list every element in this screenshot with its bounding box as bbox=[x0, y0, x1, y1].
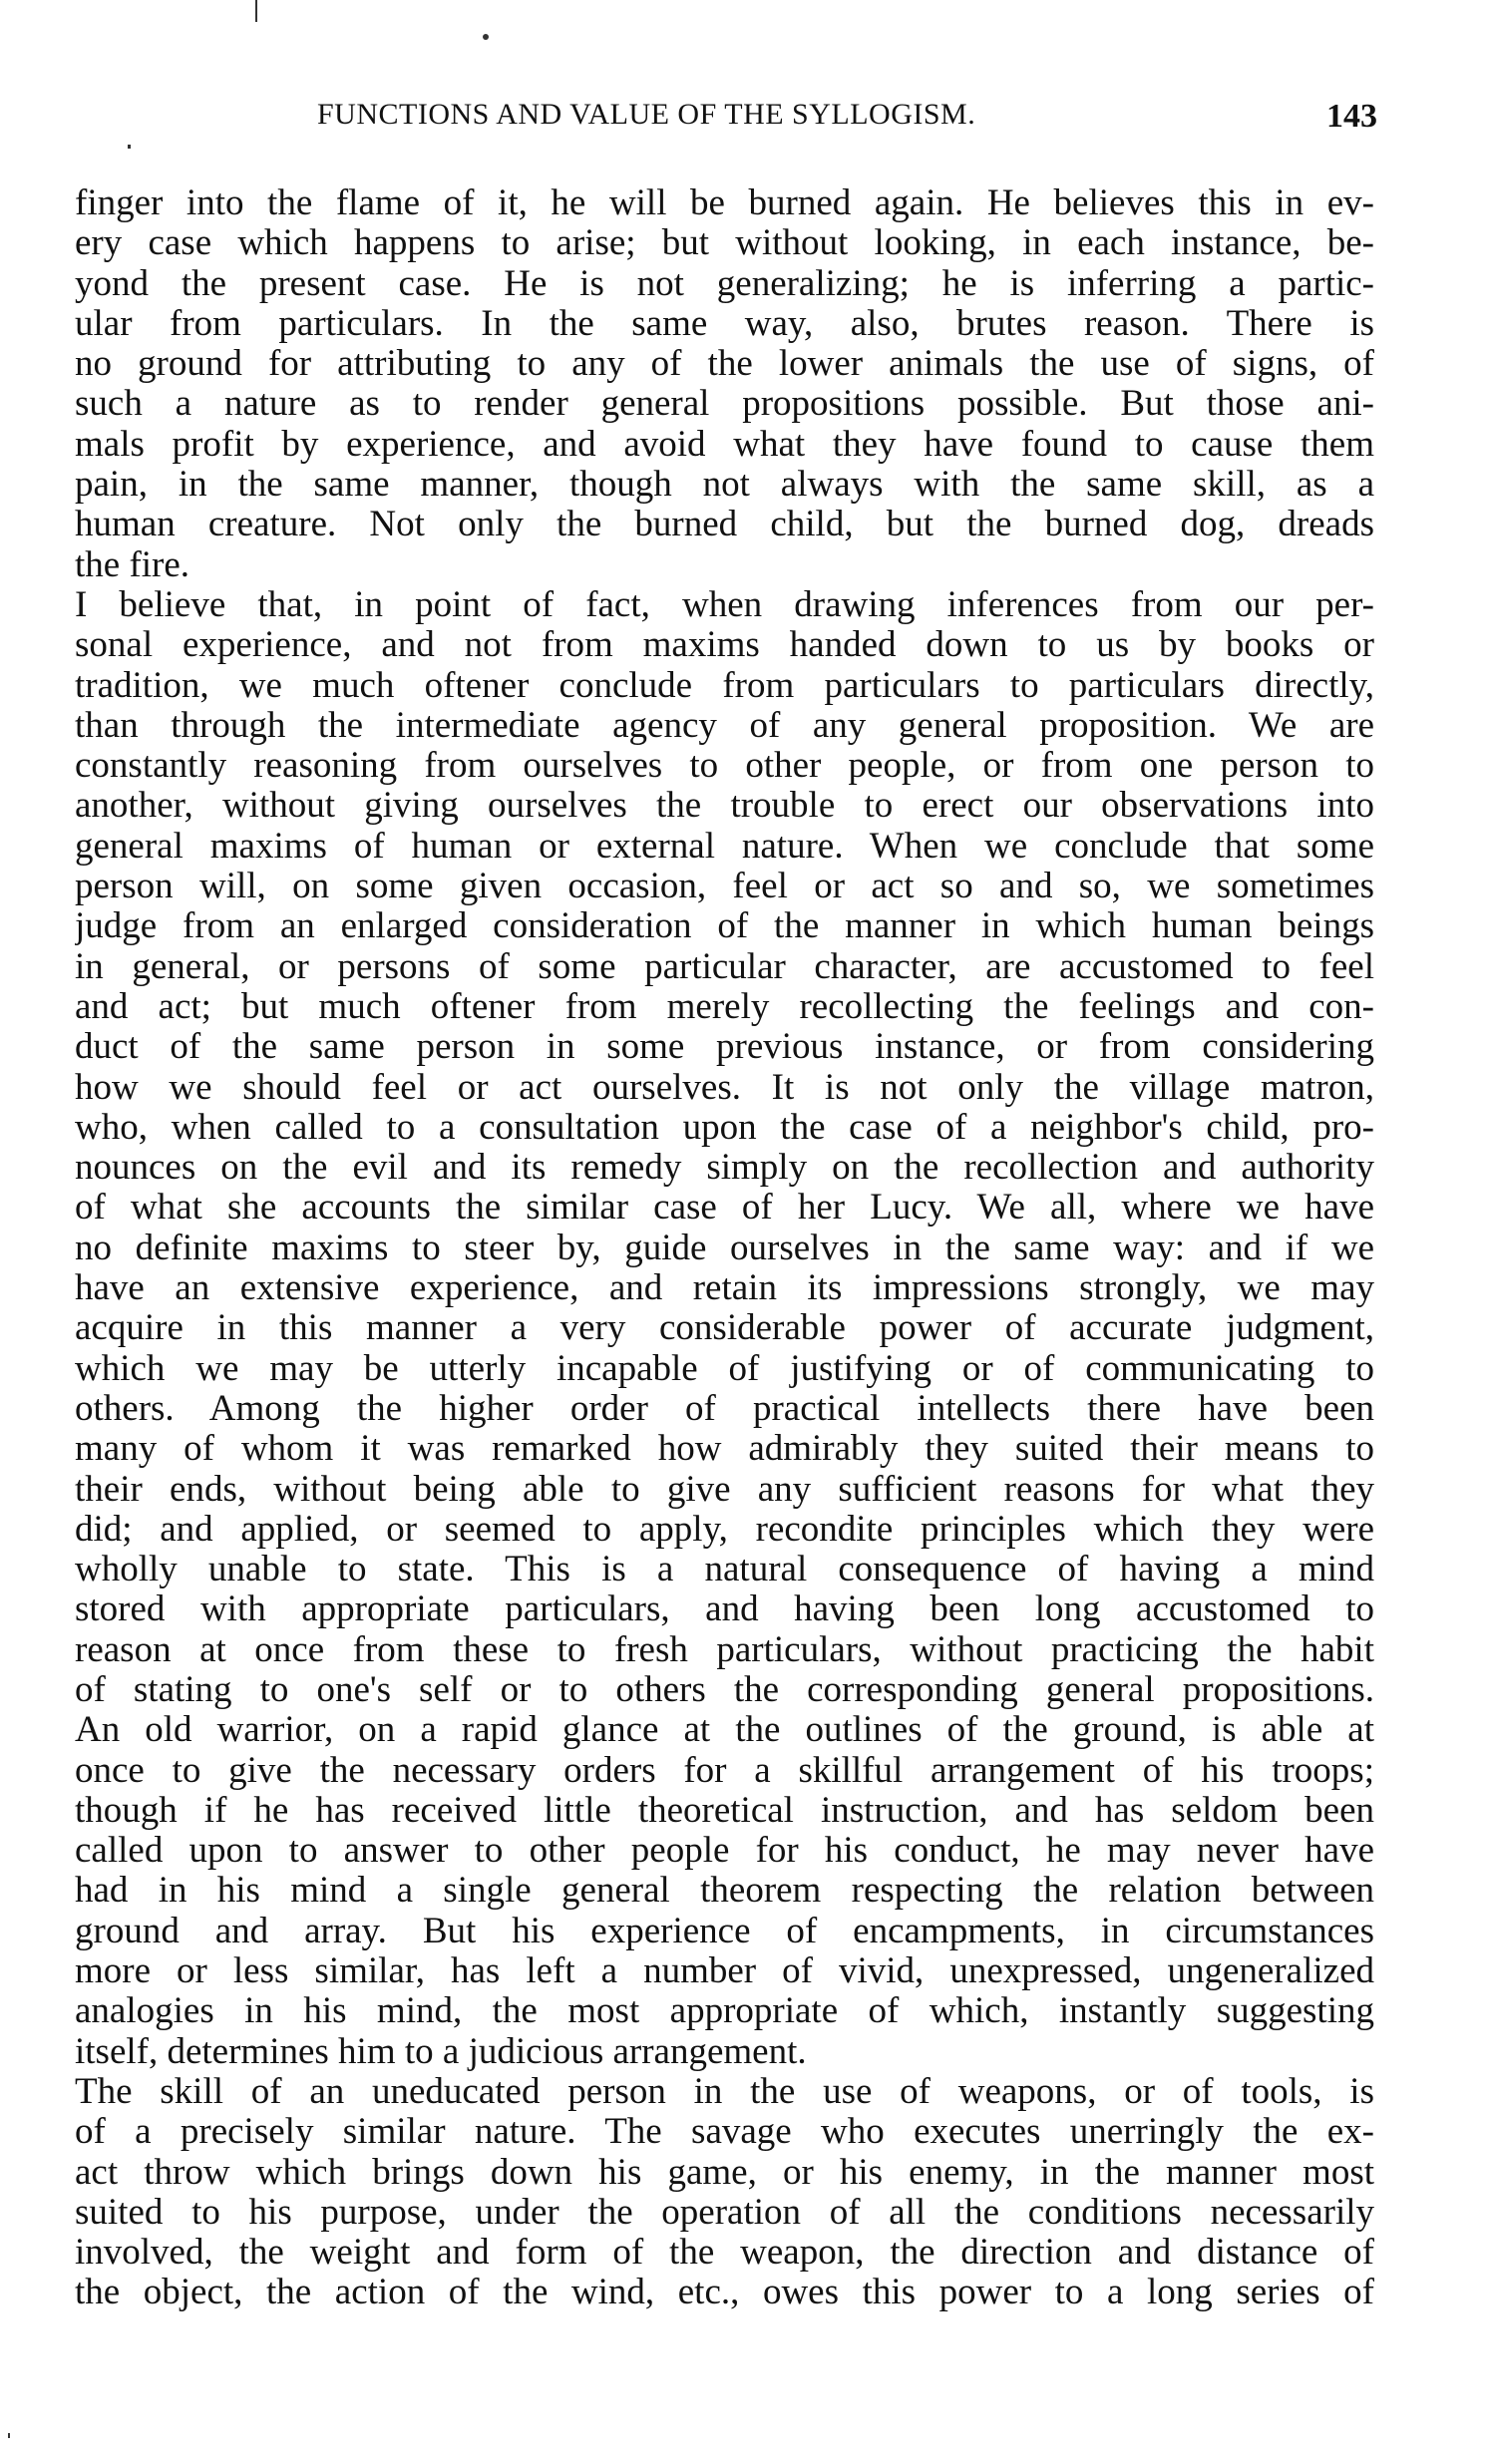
text-line: another, without giving ourselves the trouble to erect our observations into bbox=[75, 786, 1374, 827]
text-line: analogies in his mind, the most appropriate of which, instantly suggesting bbox=[75, 1991, 1374, 2032]
text-line: which we may be utterly incapable of justifying or of communicating to bbox=[75, 1348, 1374, 1389]
text-line: person will, on some given occasion, feel or act so and so, we sometimes bbox=[75, 867, 1374, 907]
text-line: many of whom it was remarked how admirably they suited their means to bbox=[75, 1429, 1374, 1470]
text-line: of what she accounts the similar case of her Lucy. We all, where we have bbox=[75, 1188, 1374, 1229]
page-number: 143 bbox=[1326, 98, 1377, 135]
text-line: The skill of an uneducated person in the use of weapons, or of tools, is bbox=[75, 2071, 1374, 2112]
paragraph bbox=[75, 183, 1374, 585]
text-line: others. Among the higher order of practical intellects there have been bbox=[75, 1388, 1374, 1429]
text-line: once to give the necessary orders for a skillful arrangement of his troops; bbox=[75, 1750, 1374, 1791]
text-line: itself, determines him to a judicious arrangement. bbox=[75, 2031, 807, 2072]
text-line: pain, in the same manner, though not always with the same skill, as a bbox=[75, 465, 1374, 506]
text-line: of stating to one's self or to others the corresponding general propositions. bbox=[75, 1669, 1374, 1710]
text-line: no ground for attributing to any of the lower animals the use of signs, of bbox=[75, 344, 1374, 385]
scan-speck bbox=[255, 0, 257, 22]
text-line: yond the present case. He is not generalizing; he is inferring a partic- bbox=[75, 263, 1374, 304]
text-line: reason at once from these to fresh particulars, without practicing the habit bbox=[75, 1629, 1374, 1670]
text-line: sonal experience, and not from maxims handed down to us by books or bbox=[75, 625, 1374, 666]
text-line: though if he has received little theoretical instruction, and has seldom been bbox=[75, 1790, 1374, 1831]
text-line: act throw which brings down his game, or his enemy, in the manner most bbox=[75, 2152, 1374, 2193]
scan-speck bbox=[128, 145, 131, 149]
text-line: An old warrior, on a rapid glance at the outlines of the ground, is able at bbox=[75, 1710, 1374, 1751]
text-line: suited to his purpose, under the operation of all the conditions necessarily bbox=[75, 2192, 1374, 2233]
text-line: constantly reasoning from ourselves to other people, or from one person to bbox=[75, 746, 1374, 787]
text-line: stored with appropriate particulars, and having been long accustomed to bbox=[75, 1589, 1374, 1630]
running-title: FUNCTIONS AND VALUE OF THE SYLLOGISM. bbox=[317, 98, 976, 131]
paragraph bbox=[75, 2072, 1374, 2313]
text-line: such a nature as to render general propositions possible. But those ani- bbox=[75, 384, 1374, 425]
text-line: I believe that, in point of fact, when drawing inferences from our per- bbox=[75, 584, 1374, 625]
text-line: of a precisely similar nature. The savage who executes unerringly the ex- bbox=[75, 2112, 1374, 2153]
running-header bbox=[0, 98, 1490, 138]
text-line: how we should feel or act ourselves. It is not only the village matron, bbox=[75, 1067, 1374, 1108]
text-line: called upon to answer to other people for his conduct, he may never have bbox=[75, 1831, 1374, 1872]
text-line: judge from an enlarged consideration of the manner in which human beings bbox=[75, 906, 1374, 947]
text-line: acquire in this manner a very considerable power of accurate judgment, bbox=[75, 1308, 1374, 1349]
body-text bbox=[75, 183, 1374, 2313]
text-line: have an extensive experience, and retain its impressions strongly, we may bbox=[75, 1268, 1374, 1309]
text-line: had in his mind a single general theorem respecting the relation between bbox=[75, 1871, 1374, 1912]
text-line: human creature. Not only the burned child, but the burned dog, dreads bbox=[75, 505, 1374, 545]
text-line: tradition, we much oftener conclude from particulars to particulars directly, bbox=[75, 665, 1374, 706]
scan-speck bbox=[483, 34, 489, 40]
text-line: ground and array. But his experience of encampments, in circumstances bbox=[75, 1911, 1374, 1951]
text-line: their ends, without being able to give any sufficient reasons for what they bbox=[75, 1469, 1374, 1510]
text-line: ery case which happens to arise; but without looking, in each instance, be- bbox=[75, 223, 1374, 264]
text-line: ular from particulars. In the same way, also, brutes reason. There is bbox=[75, 303, 1374, 344]
text-line: mals profit by experience, and avoid what they have found to cause them bbox=[75, 424, 1374, 465]
text-line: did; and applied, or seemed to apply, recondite principles which they were bbox=[75, 1509, 1374, 1550]
text-line: in general, or persons of some particular character, are accustomed to feel bbox=[75, 946, 1374, 987]
text-line: wholly unable to state. This is a natural consequence of having a mind bbox=[75, 1550, 1374, 1590]
text-line: and act; but much oftener from merely recollecting the feelings and con- bbox=[75, 986, 1374, 1027]
paragraph bbox=[75, 585, 1374, 2072]
text-line: no definite maxims to steer by, guide ourselves in the same way: and if we bbox=[75, 1228, 1374, 1268]
text-line: who, when called to a consultation upon the case of a neighbor's child, pro- bbox=[75, 1107, 1374, 1148]
scan-speck bbox=[8, 2433, 10, 2438]
text-line: nounces on the evil and its remedy simply on the recollection and authority bbox=[75, 1148, 1374, 1189]
text-line: more or less similar, has left a number of vivid, unexpressed, ungeneralized bbox=[75, 1951, 1374, 1992]
text-line: the fire. bbox=[75, 544, 190, 585]
text-line: general maxims of human or external nature. When we conclude that some bbox=[75, 826, 1374, 867]
text-line: involved, the weight and form of the weapon, the direction and distance of bbox=[75, 2233, 1374, 2274]
text-line: finger into the flame of it, he will be burned again. He believes this in ev- bbox=[75, 183, 1374, 223]
text-line: than through the intermediate agency of any general proposition. We are bbox=[75, 705, 1374, 746]
text-line: duct of the same person in some previous instance, or from considering bbox=[75, 1027, 1374, 1068]
text-line: the object, the action of the wind, etc., owes this power to a long series of bbox=[75, 2273, 1374, 2313]
